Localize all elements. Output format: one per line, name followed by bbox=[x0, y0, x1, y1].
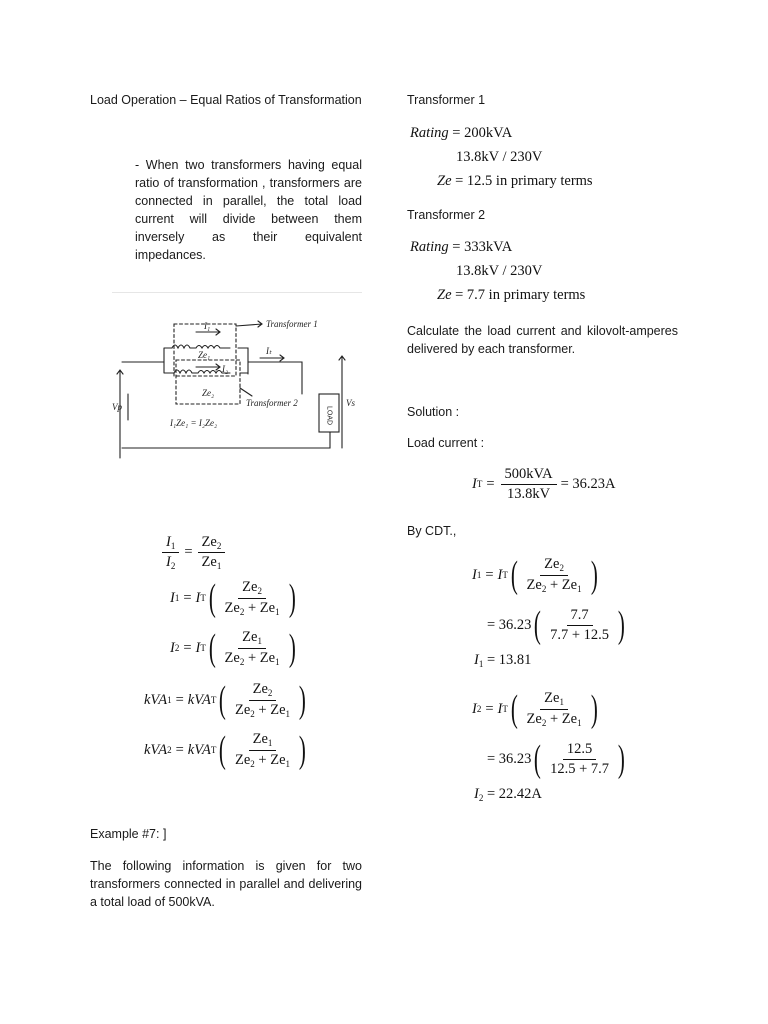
transformer1-title: Transformer 1 bbox=[407, 93, 486, 107]
example-label: Example #7: ] bbox=[90, 827, 167, 841]
t1-voltage: 13.8kV / 230V bbox=[456, 149, 543, 165]
section-heading: Load Operation – Equal Ratios of Transformation bbox=[90, 93, 362, 107]
transformer2-title: Transformer 2 bbox=[407, 208, 486, 222]
diagram-label-ze2: Ze₂ bbox=[202, 388, 215, 398]
cdt-i2-formula: I 2 = I T ( $\frac{Ze_1}{Ze_2 + Ze_1}$ ) bbox=[472, 688, 598, 730]
diagram-label-t1: Transformer 1 bbox=[266, 319, 318, 329]
i1-result: $I_1 = 13.81$ bbox=[474, 652, 532, 669]
diagram-label-ze1: Ze₁ bbox=[198, 350, 211, 360]
t2-voltage: 13.8kV / 230V bbox=[456, 263, 543, 279]
load-current-label: Load current : bbox=[407, 436, 485, 450]
t1-impedance: Ze = 12.5 in primary terms bbox=[437, 173, 593, 189]
diagram-label-i1: I₁ bbox=[204, 321, 211, 331]
diagram-label-load: LOAD bbox=[325, 406, 333, 426]
cdt-label: By CDT., bbox=[407, 524, 457, 538]
diagram-label-t2: Transformer 2 bbox=[246, 398, 298, 408]
i2-formula: I 2 = I T ( $\frac{Ze_1}{Ze_2 + Ze_1}$ ) bbox=[170, 627, 296, 669]
circuit-diagram bbox=[112, 310, 364, 462]
solution-label: Solution : bbox=[407, 405, 460, 419]
example-paragraph: The following information is given for two transformers connected in parallel and delivering a total load of 500kVA. bbox=[90, 859, 362, 909]
kva1-formula: kVA 1 = kVA T ( $\frac{Ze_2}{Ze_2 + Ze_1}$ ) bbox=[144, 679, 306, 721]
diagram-label-relation: I₁Ze₁ = I₂Ze₂ bbox=[170, 418, 218, 428]
diagram-label-vs: Vs bbox=[346, 398, 355, 408]
diagram-label-i2: I₂ bbox=[222, 364, 229, 374]
i1-formula: I 1 = I T ( $\frac{Ze_2}{Ze_2 + Ze_1}$ ) bbox=[170, 577, 296, 619]
diagram-label-it: Iₜ bbox=[266, 346, 272, 356]
cdt-i1-formula: I 1 = I T ( $\frac{Ze_2}{Ze_2 + Ze_1}$ ) bbox=[472, 554, 598, 596]
cdt-i2-substitution: = 36.23 ( $\frac{12.5}{12.5 + 7.7}$ ) bbox=[487, 738, 625, 780]
question-paragraph: Calculate the load current and kilovolt-amperes delivered by each transformer. bbox=[407, 324, 678, 356]
load-current-formula: I T = $\frac{\text{500kVA}}{13.8kV}$ = 36.23A bbox=[472, 466, 616, 502]
diagram-label-vp: Vp bbox=[112, 402, 122, 412]
kva2-formula: kVA 2 = kVA T ( $\frac{Ze_1}{Ze_2 + Ze_1}$ ) bbox=[144, 729, 306, 771]
ratio-formula: $\frac{I_1}{I_2}$ = $\frac{Ze_2}{Ze_1}$ bbox=[160, 534, 227, 572]
t1-rating: Rating = 200kVA bbox=[410, 125, 513, 141]
t2-impedance: Ze = 7.7 in primary terms bbox=[437, 287, 586, 303]
description-paragraph: - When two transformers having equal ratio of transformation , transformers are connected in parallel, the total load current will divide between them inversely as their equivalent impedances. bbox=[135, 158, 362, 262]
t2-rating: Rating = 333kVA bbox=[410, 239, 513, 255]
scan-divider bbox=[112, 292, 362, 293]
cdt-i1-substitution: = 36.23 ( $\frac{7.7}{7.7 + 12.5}$ ) bbox=[487, 604, 625, 646]
i2-result: $I_2 = 22.42A$ bbox=[474, 786, 542, 803]
